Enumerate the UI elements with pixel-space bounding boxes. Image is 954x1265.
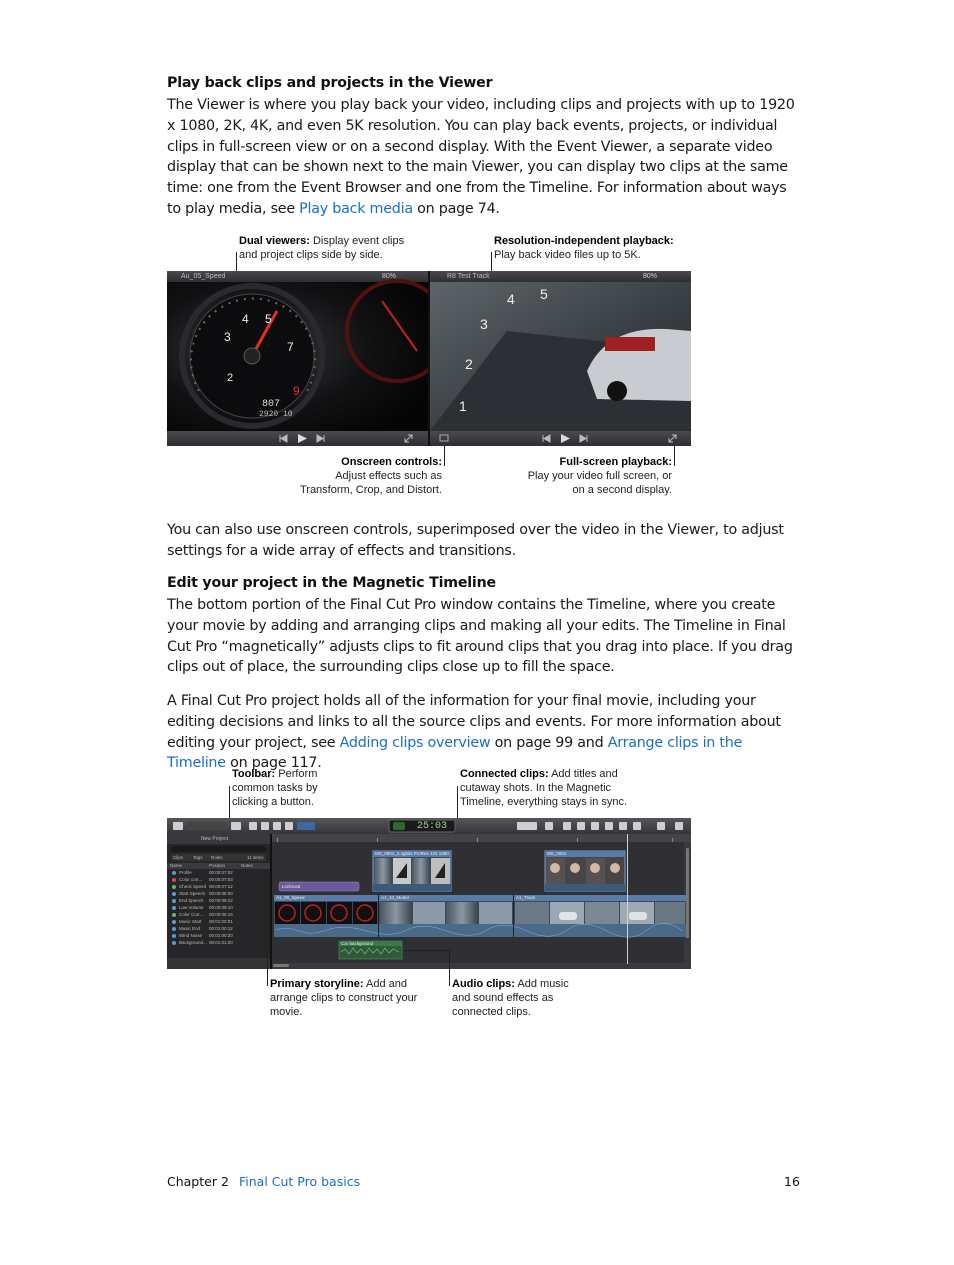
callout-toolbar: Toolbar: Perform common tasks by clicking a button. xyxy=(232,768,318,808)
index-row-name[interactable]: Color Corr... xyxy=(179,912,204,917)
timeline-screenshot xyxy=(167,818,691,969)
svg-text:7: 7 xyxy=(287,340,294,354)
index-row-position: 00:01:00:20 xyxy=(209,933,233,938)
left-viewer-zoom[interactable]: 80% xyxy=(382,273,397,280)
leader-line xyxy=(229,786,230,820)
leader-line xyxy=(236,252,237,272)
callout-resolution: Resolution-independent playback: Play back video files up to 5K. xyxy=(494,235,674,261)
index-row-name[interactable]: End Speech xyxy=(179,898,204,903)
index-row-name[interactable]: Music End xyxy=(179,926,201,931)
index-row-position: 00:01:01:00 xyxy=(209,940,233,945)
leader-line xyxy=(444,446,445,466)
index-row-position: 00:00:07:03 xyxy=(209,877,233,882)
marker-icon xyxy=(172,899,176,903)
leader-line xyxy=(491,252,492,272)
marker-icon xyxy=(172,934,176,938)
page-number: 16 xyxy=(784,1174,800,1189)
viewer-graphic xyxy=(167,271,691,446)
index-row-name[interactable]: Check Speed xyxy=(179,884,207,889)
section-heading-viewer: Play back clips and projects in the Viewer xyxy=(167,75,493,91)
marker-icon xyxy=(172,906,176,910)
primary-clip-label: A1_08_Speed xyxy=(276,895,305,900)
callout-connected-clips: Connected clips: Add titles and cutaway shots. In the Magnetic Timeline, everything stays in sync. xyxy=(460,768,628,808)
callout-onscreen-controls: Onscreen controls: Adjust effects such as Transform, Crop, and Distort. xyxy=(299,456,442,496)
svg-text:2: 2 xyxy=(227,372,234,384)
right-viewer-zoom[interactable]: 80% xyxy=(643,273,658,280)
marker-icon xyxy=(172,885,176,889)
items-count: 11 items xyxy=(247,855,264,860)
marker-icon xyxy=(172,871,176,875)
primary-clip-label: A1_10_Model xyxy=(381,895,409,900)
callout-audio-clips: Audio clips: Add music and sound effects as connected clips. xyxy=(452,978,569,1018)
section-heading-timeline: Edit your project in the Magnetic Timeline xyxy=(167,575,496,591)
link-adding-clips[interactable]: Adding clips overview xyxy=(339,734,491,751)
index-row-position: 00:00:07:02 xyxy=(209,870,233,875)
svg-text:3: 3 xyxy=(480,316,488,332)
svg-text:3: 3 xyxy=(224,330,231,344)
leader-line xyxy=(449,950,450,986)
svg-text:9: 9 xyxy=(293,384,300,398)
connected-clip-label: MS_0001 xyxy=(547,851,567,856)
svg-text:4: 4 xyxy=(242,312,249,326)
column-notes[interactable]: Notes xyxy=(241,863,253,868)
index-row-name[interactable]: Start Speech xyxy=(179,891,206,896)
svg-text:1: 1 xyxy=(459,398,467,414)
marker-icon xyxy=(172,878,176,882)
primary-clip-label: A1_Track xyxy=(516,895,536,900)
leader-line xyxy=(404,950,450,951)
audio-clip-label: Car background xyxy=(341,941,374,946)
tab-roles[interactable]: Roles xyxy=(211,855,223,860)
svg-text:2: 2 xyxy=(465,356,473,372)
leader-line xyxy=(674,446,675,466)
viewer-screenshot xyxy=(167,271,691,446)
index-row-name[interactable]: Profile xyxy=(179,870,192,875)
column-name[interactable]: Name xyxy=(170,863,183,868)
index-row-name[interactable]: Wind Noise xyxy=(179,933,203,938)
callout-dual-viewers: Dual viewers: Display event clips and project clips side by side. xyxy=(239,235,405,261)
link-play-back-media[interactable]: Play back media xyxy=(299,200,413,217)
column-position[interactable]: Position xyxy=(209,863,226,868)
marker-icon xyxy=(172,892,176,896)
svg-text:807: 807 xyxy=(262,399,281,410)
leader-line xyxy=(267,908,268,986)
footer-chapter: Chapter 2 xyxy=(167,1174,229,1189)
index-row-position: 00:01:00:01 xyxy=(209,919,233,924)
left-viewer-title: Au_05_Speed xyxy=(181,273,226,280)
title-clip-label: Lockeout xyxy=(282,884,301,889)
paragraph-viewer: The Viewer is where you play back your video, including clips and projects with up to 1920 x 1080, 2K, 4K, and even 5K resolution. You can play back events, projects, or individual clips in full-screen view or on a second display. With the Event Viewer, a separate video display that can be shown next to the main Viewer, you can display two clips at the same time: one from the Event Browser and one from the Timeline. For information about ways to play media, see Play back media on page 74. xyxy=(167,97,795,217)
marker-icon xyxy=(172,927,176,931)
index-row-position: 00:00:09:10 xyxy=(209,905,233,910)
paragraph-onscreen-controls: You can also use onscreen controls, superimposed over the video in the Viewer, to adjust settings for a wide array of effects and transitions. xyxy=(167,522,784,559)
tab-tags[interactable]: Tags xyxy=(193,855,203,860)
paragraph-timeline: The bottom portion of the Final Cut Pro window contains the Timeline, where you create your movie by adding and arranging clips and making all your edits. The Timeline in Final Cut Pro “magnetically” adjusts clips to fit around clips that you drag into place. If you drag clips out of place, the surrounding clips close up to fill the space. xyxy=(167,597,793,676)
index-row-name[interactable]: Low Volume xyxy=(179,905,204,910)
svg-text:5: 5 xyxy=(540,286,548,302)
timecode-display: 25:03 xyxy=(417,821,448,832)
footer-chapter-title[interactable]: Final Cut Pro basics xyxy=(239,1174,361,1189)
index-row-position: 00:01:00:12 xyxy=(209,926,233,931)
link-arrange-clips[interactable]: Arrange clips in the Timeline xyxy=(167,734,743,772)
index-row-name[interactable]: Music Start xyxy=(179,919,202,924)
right-viewer-title: R8 Test Track xyxy=(447,273,490,280)
index-row-position: 00:00:07:12 xyxy=(209,884,233,889)
index-row-position: 00:00:09:15 xyxy=(209,912,233,917)
connected-clip-label: MS_0001_2.4gbits ProRes 422 1080 xyxy=(375,851,449,856)
index-row-name[interactable]: Color corr... xyxy=(179,877,203,882)
index-row-position: 00:00:08:00 xyxy=(209,891,233,896)
svg-text:2920 10: 2920 10 xyxy=(259,410,293,419)
svg-text:4: 4 xyxy=(507,291,515,307)
marker-icon xyxy=(172,913,176,917)
tab-clips[interactable]: Clips xyxy=(173,855,184,860)
index-row-position: 00:00:08:22 xyxy=(209,898,233,903)
callout-full-screen: Full-screen playback: Play your video full screen, or on a second display. xyxy=(527,456,672,496)
project-name[interactable]: New Project xyxy=(201,836,228,842)
svg-text:5: 5 xyxy=(265,312,272,326)
marker-icon xyxy=(172,941,176,945)
paragraph-project: A Final Cut Pro project holds all of the information for your final movie, including your editing decisions and links to all the source clips and events. For more information about editing your project, see Adding clips overview on page 99 and Arrange clips in the Timeline on page 117. xyxy=(167,693,781,772)
callout-primary-storyline: Primary storyline: Add and arrange clips to construct your movie. xyxy=(270,978,418,1018)
marker-icon xyxy=(172,920,176,924)
index-row-name[interactable]: Background... xyxy=(179,940,207,945)
timeline-graphic xyxy=(167,818,691,969)
